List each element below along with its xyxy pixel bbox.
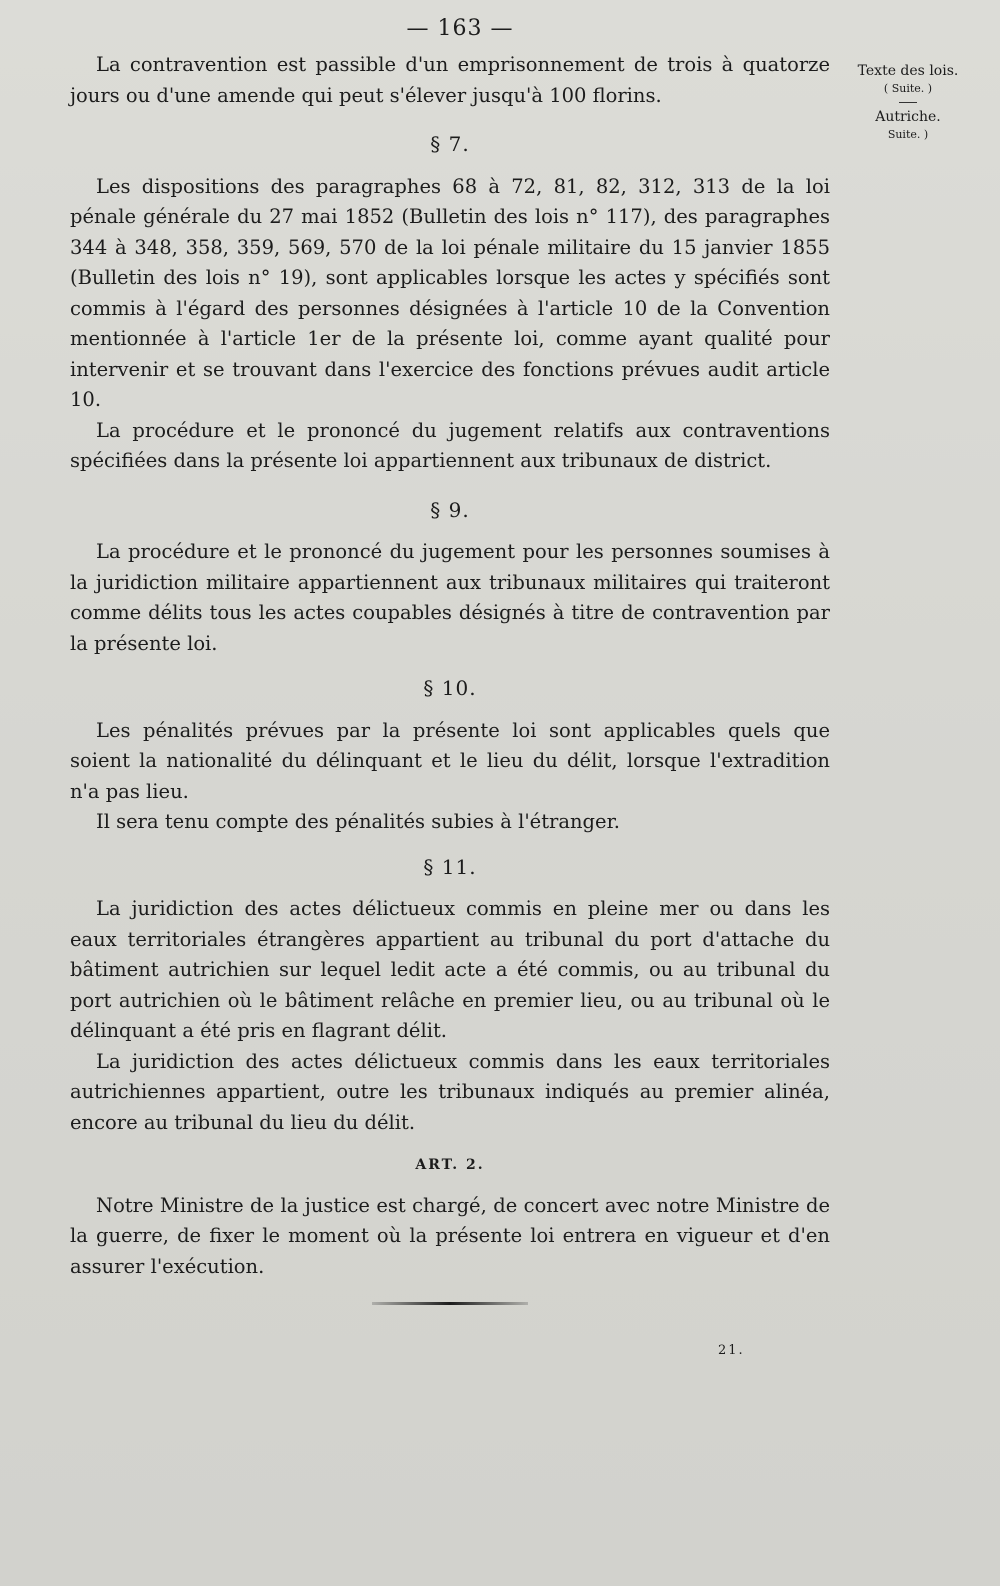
paragraph-s7-2: La procédure et le prononcé du jugement relatifs aux contraventions spécifiées dans la présente loi appartiennent aux tribunaux de district. bbox=[70, 418, 830, 472]
margin-note bbox=[848, 62, 968, 144]
margin-title: Texte des lois. bbox=[857, 63, 959, 79]
paragraph-s7-1: Les dispositions des paragraphes 68 à 72, 81, 82, 312, 313 de la loi pénale générale du 27 mai 1852 (Bulletin des lois n° 117), des paragraphes 344 à 348, 358, 359, 569, 570 de la loi pénale militaire du 15 janvier 1855 (Bulletin des lois n° 19), sont applicables lorsque les actes y spécifiés sont commis à l'égard des personnes désignées à l'article 10 de la Convention mentionnée à l'article 1er de la présente loi, comme ayant qualité pour intervenir et se trouvant dans l'exercice des fonctions prévues audit article 10. bbox=[70, 174, 830, 411]
margin-title-suite: ( Suite. ) bbox=[883, 82, 933, 95]
article-heading-2: ART. 2. bbox=[415, 1157, 485, 1173]
section-heading-7: § 7. bbox=[430, 132, 470, 156]
section-heading-10: § 10. bbox=[423, 676, 477, 700]
margin-country: Autriche. bbox=[875, 109, 941, 125]
section-heading-11: § 11. bbox=[423, 854, 477, 879]
paragraph-s9-1: La procédure et le prononcé du jugement pour les personnes soumises à la juridiction militaire appartiennent aux tribunaux militaires qui traiteront comme délits tous les actes coupables désignés à titre de contravention par la présente loi. bbox=[70, 540, 830, 655]
paragraph-intro: La contravention est passible d'un emprisonnement de trois à quatorze jours ou d'une amende qui peut s'élever jusqu'à 100 florins. bbox=[70, 53, 830, 107]
margin-divider bbox=[899, 102, 917, 103]
section-heading-9: § 9. bbox=[430, 497, 470, 522]
paragraph-s11-1: La juridiction des actes délictueux commis en pleine mer ou dans les eaux territoriales étrangères appartient au tribunal du port d'attache du bâtiment autrichien sur lequel ledit acte a été commis, ou au tribunal du port autrichien où le bâtiment relâche en premier lieu, ou au tribunal où le délinquant a été pris en flagrant délit. bbox=[70, 897, 830, 1042]
page-number: — 163 — bbox=[406, 16, 514, 41]
paragraph-s10-1: Les pénalités prévues par la présente loi sont applicables quels que soient la nationalité du délinquant et le lieu du délit, lorsque l'extradition n'a pas lieu. bbox=[70, 718, 830, 803]
signature-mark: 21. bbox=[718, 1343, 745, 1358]
document-body bbox=[70, 50, 830, 1305]
paragraph-s10-2: Il sera tenu compte des pénalités subies à l'étranger. bbox=[96, 810, 620, 833]
margin-country-suite: Suite. ) bbox=[887, 128, 929, 141]
end-rule bbox=[372, 1302, 528, 1305]
paragraph-s11-2: La juridiction des actes délictueux commis dans les eaux territoriales autrichiennes appartient, outre les tribunaux indiqués au premier alinéa, encore au tribunal du lieu du délit. bbox=[70, 1049, 830, 1134]
paragraph-art2: Notre Ministre de la justice est chargé, de concert avec notre Ministre de la guerre, de fixer le moment où la présente loi entrera en vigueur et d'en assurer l'exécution. bbox=[70, 1193, 830, 1278]
